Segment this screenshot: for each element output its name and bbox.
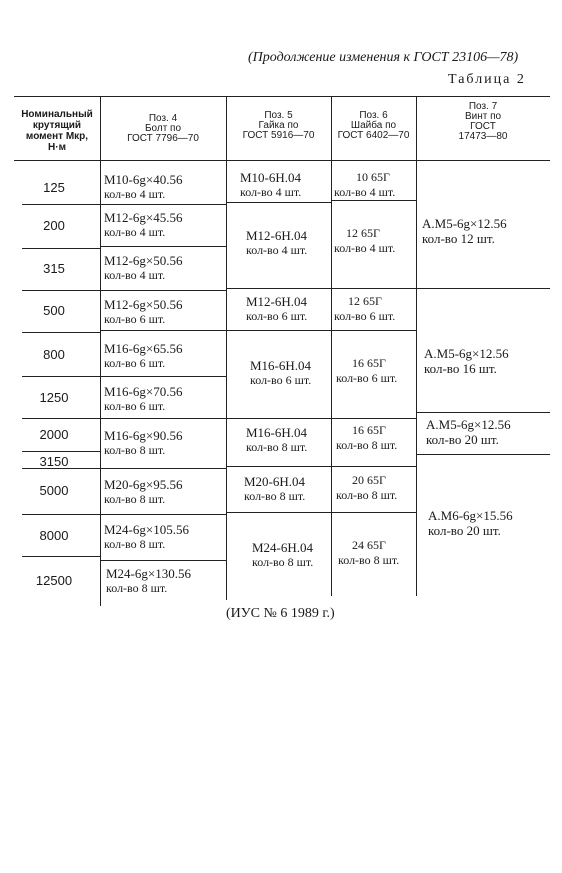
washer-qty: кол-во 8 шт. [338, 553, 400, 567]
row-rule [22, 418, 100, 419]
header-line: ГОСТ 7796—70 [127, 133, 199, 144]
header-line: Поз. 4 [148, 113, 178, 124]
washer-name: 12 65Г [348, 294, 382, 308]
header-line: Винт по [464, 111, 502, 122]
header-line: ГОСТ 6402—70 [337, 130, 410, 141]
washer-qty: кол-во 8 шт. [336, 488, 398, 502]
row-rule [22, 290, 100, 291]
bolt-cell [104, 341, 182, 371]
nut-name: M10-6H.04 [240, 170, 302, 185]
screw-cell [428, 508, 513, 538]
header-nut [226, 111, 331, 141]
header-line: Гайка по [258, 120, 299, 131]
row-rule [416, 454, 550, 455]
header-line: Поз. 7 [468, 101, 498, 112]
screw-cell [422, 216, 507, 246]
bolt-qty: кол-во 8 шт. [106, 581, 168, 595]
washer-cell [334, 170, 395, 200]
washer-name: 24 65Г [352, 538, 386, 552]
bolt-qty: кол-во 8 шт. [104, 537, 166, 551]
row-rule [100, 418, 226, 419]
torque-value: 125 [43, 180, 65, 195]
washer-cell [336, 423, 397, 453]
nut-qty: кол-во 8 шт. [252, 555, 314, 569]
torque-value: 8000 [39, 528, 69, 543]
nut-qty: кол-во 6 шт. [246, 309, 308, 323]
washer-qty: кол-во 4 шт. [334, 241, 396, 255]
row-rule [331, 466, 416, 467]
header-line: Болт по [144, 123, 182, 134]
row-rule [331, 288, 416, 289]
nut-qty: кол-во 4 шт. [246, 243, 308, 257]
torque-value: 800 [43, 347, 65, 362]
row-rule [100, 330, 226, 331]
nut-cell [250, 358, 311, 388]
bolt-cell [104, 428, 182, 458]
bolt-qty: кол-во 4 шт. [104, 187, 166, 201]
header-bolt [100, 114, 226, 144]
nut-name: M20-6H.04 [244, 474, 306, 489]
bolt-name: M20-6g×95.56 [104, 477, 183, 492]
row-rule [22, 451, 100, 452]
document-header: (Продолжение изменения к ГОСТ 23106—78) [248, 50, 519, 65]
row-rule [22, 248, 100, 249]
row-rule [100, 204, 226, 205]
bolt-name: M24-6g×130.56 [106, 566, 191, 581]
nut-cell [240, 170, 301, 200]
bolt-qty: кол-во 6 шт. [104, 356, 166, 370]
row-rule [331, 200, 416, 201]
row-rule [416, 412, 550, 413]
bolt-name: M24-6g×105.56 [104, 522, 189, 537]
nut-qty: кол-во 8 шт. [244, 489, 306, 503]
torque-value: 200 [43, 218, 65, 233]
header-bottom-rule [14, 160, 550, 161]
screw-name: А.М5-6g×12.56 [424, 346, 509, 361]
screw-name: А.М6-6g×15.56 [428, 508, 513, 523]
column-rule [100, 96, 101, 606]
nut-cell [246, 228, 307, 258]
washer-name: 20 65Г [352, 473, 386, 487]
screw-name: А.М5-6g×12.56 [426, 417, 511, 432]
header-line: крутящий [32, 120, 82, 131]
bolt-cell [104, 297, 182, 327]
header-line: Н·м [48, 142, 66, 153]
header-line: 17473—80 [458, 131, 508, 142]
washer-qty: кол-во 8 шт. [336, 438, 398, 452]
bolt-qty: кол-во 8 шт. [104, 443, 166, 457]
washer-qty: кол-во 4 шт. [334, 185, 396, 199]
torque-value: 2000 [39, 427, 69, 442]
bolt-name: M12-6g×45.56 [104, 210, 183, 225]
header-line: Поз. 6 [359, 110, 388, 121]
washer-name: 12 65Г [346, 226, 380, 240]
nut-name: M16-6H.04 [246, 425, 308, 440]
bolt-cell [104, 384, 182, 414]
header-line: Шайба по [350, 120, 397, 131]
bolt-name: M16-6g×70.56 [104, 384, 183, 399]
nut-qty: кол-во 4 шт. [240, 185, 302, 199]
row-rule [416, 288, 550, 289]
nut-cell [246, 425, 307, 455]
header-washer [331, 111, 416, 141]
header-line: Поз. 5 [264, 110, 293, 121]
row-rule [100, 376, 226, 377]
column-rule [416, 96, 417, 596]
bolt-cell [104, 172, 182, 202]
nut-qty: кол-во 6 шт. [250, 373, 312, 387]
torque-value: 500 [43, 303, 65, 318]
row-rule [100, 514, 226, 515]
bolt-qty: кол-во 8 шт. [104, 492, 166, 506]
row-rule [226, 288, 331, 289]
header-line: ГОСТ 5916—70 [242, 130, 315, 141]
header-line: ГОСТ [470, 121, 496, 132]
bolt-name: M12-6g×50.56 [104, 253, 183, 268]
row-rule [226, 512, 331, 513]
torque-value: 315 [43, 261, 65, 276]
nut-cell [246, 294, 307, 324]
screw-cell [426, 417, 511, 447]
screw-name: А.М5-6g×12.56 [422, 216, 507, 231]
header-torque [14, 109, 100, 153]
washer-cell [336, 473, 397, 503]
screw-qty: кол-во 20 шт. [426, 432, 499, 447]
row-rule [22, 204, 100, 205]
screw-qty: кол-во 20 шт. [428, 523, 501, 538]
bolt-qty: кол-во 6 шт. [104, 399, 166, 413]
bolt-name: M12-6g×50.56 [104, 297, 183, 312]
nut-name: M16-6H.04 [250, 358, 312, 373]
row-rule [100, 246, 226, 247]
washer-cell [334, 226, 395, 256]
bolt-qty: кол-во 4 шт. [104, 268, 166, 282]
washer-qty: кол-во 6 шт. [334, 309, 396, 323]
row-rule [22, 556, 100, 557]
row-rule [226, 330, 331, 331]
row-rule [22, 332, 100, 333]
column-rule [331, 96, 332, 596]
table-title: Таблица 2 [448, 72, 526, 87]
row-rule [226, 466, 331, 467]
bolt-name: M10-6g×40.56 [104, 172, 183, 187]
nut-name: M24-6H.04 [252, 540, 314, 555]
washer-cell [336, 356, 397, 386]
bolt-cell [104, 477, 182, 507]
torque-value: 3150 [39, 454, 69, 469]
washer-qty: кол-во 6 шт. [336, 371, 398, 385]
bolt-cell [106, 566, 191, 596]
header-line: Номинальный [21, 109, 93, 120]
header-screw [416, 102, 550, 142]
nut-name: M12-6H.04 [246, 228, 308, 243]
bolt-qty: кол-во 6 шт. [104, 312, 166, 326]
screw-qty: кол-во 12 шт. [422, 231, 495, 246]
header-line: момент Mкр, [25, 131, 89, 142]
washer-cell [338, 538, 399, 568]
bolt-cell [104, 522, 189, 552]
nut-cell [252, 540, 313, 570]
row-rule [100, 468, 226, 469]
row-rule [100, 560, 226, 561]
washer-name: 10 65Г [356, 170, 390, 184]
header-top-rule [14, 96, 550, 97]
row-rule [22, 376, 100, 377]
column-rule [226, 96, 227, 600]
nut-cell [244, 474, 305, 504]
screw-cell [424, 346, 509, 376]
torque-value: 12500 [35, 573, 73, 588]
screw-qty: кол-во 16 шт. [424, 361, 497, 376]
nut-name: M12-6H.04 [246, 294, 308, 309]
bolt-cell [104, 253, 182, 283]
washer-name: 16 65Г [352, 356, 386, 370]
torque-value: 5000 [39, 483, 69, 498]
row-rule [331, 418, 416, 419]
torque-value: 1250 [39, 390, 69, 405]
row-rule [226, 202, 331, 203]
footer-note: (ИУС № 6 1989 г.) [226, 606, 335, 621]
row-rule [331, 512, 416, 513]
bolt-qty: кол-во 4 шт. [104, 225, 166, 239]
bolt-name: M16-6g×65.56 [104, 341, 183, 356]
washer-cell [334, 294, 395, 324]
row-rule [22, 514, 100, 515]
bolt-name: M16-6g×90.56 [104, 428, 183, 443]
row-rule [331, 330, 416, 331]
row-rule [226, 418, 331, 419]
washer-name: 16 65Г [352, 423, 386, 437]
bolt-cell [104, 210, 182, 240]
nut-qty: кол-во 8 шт. [246, 440, 308, 454]
row-rule [100, 290, 226, 291]
